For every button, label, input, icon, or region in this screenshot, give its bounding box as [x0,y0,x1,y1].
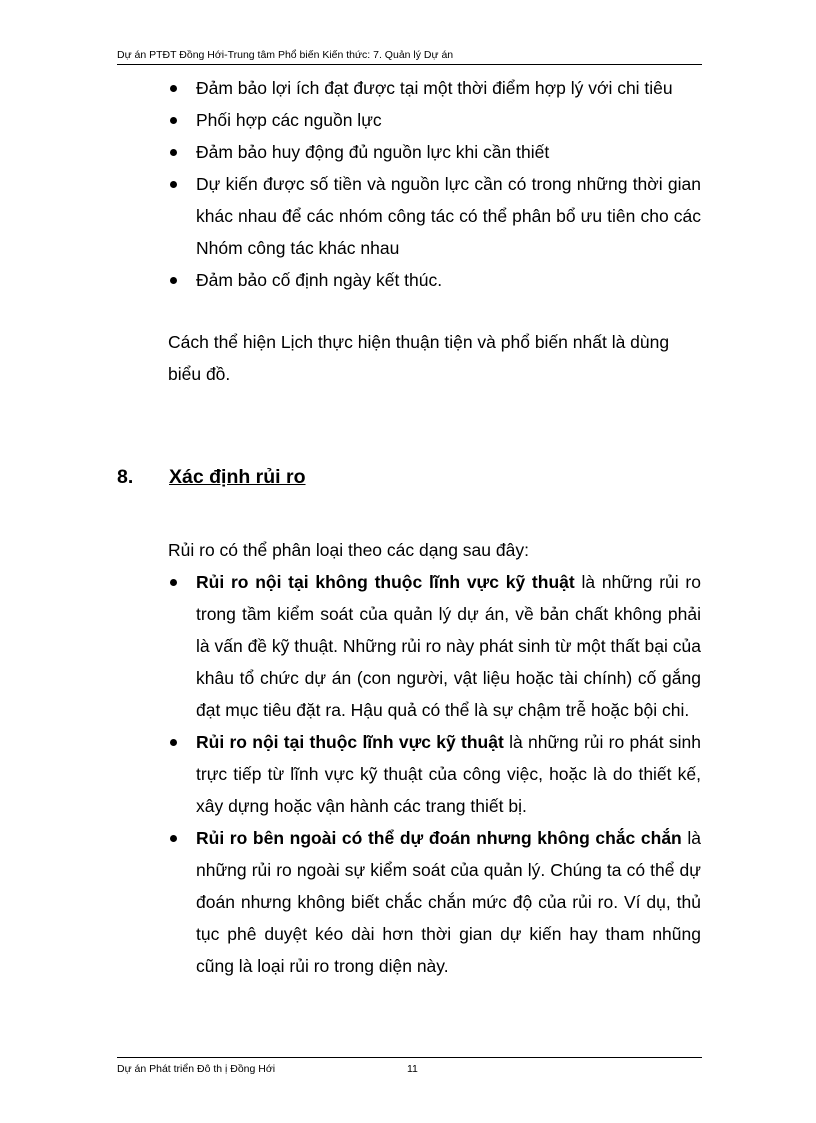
list-item: Đảm bảo lợi ích đạt được tại một thời điểm hợp lý với chi tiêu [168,72,701,104]
bullet-icon [170,85,177,92]
page-footer [117,1057,702,1075]
footer-project: Dự án Phát triển Đô th ị Đồng Hới [117,1063,276,1075]
section-title: Xác định rủi ro [169,466,306,488]
schedule-paragraph: Cách thể hiện Lịch thực hiện thuận tiện và phổ biến nhất là dùng biểu đồ. [168,332,670,384]
intro-paragraph: Rủi ro có thể phân loại theo các dạng sau đây: [168,540,529,560]
list-item: Đảm bảo huy động đủ nguồn lực khi cần thiết [168,136,701,168]
list-item: Dự kiến được số tiền và nguồn lực cần có trong những thời gian khác nhau để các nhóm công tác có thể phân bổ ưu tiên cho các Nhóm công tác khác nhau [168,168,701,264]
page-header: Dự án PTĐT Đồng Hới-Trung tâm Phổ biến Kiến thức: 7. Quản lý Dự án [117,49,702,65]
bullet-icon [170,149,177,156]
bullet-icon [170,181,177,188]
list-item: Đảm bảo cố định ngày kết thúc. [168,264,701,296]
page-number: 11 [407,1063,418,1075]
content-top [168,72,701,390]
benefit-list [168,72,701,296]
list-item: Rủi ro nội tại không thuộc lĩnh vực kỹ thuật là những rủi ro trong tầm kiểm soát của quản lý dự án, về bản chất không phải là vấn đề kỹ thuật. Những rủi ro này phát sinh từ một thất bại của khâu tổ chức dự án (con người, vật liệu hoặc tài chính) cố gắng đạt mục tiêu đặt ra. Hậu quả có thể là sự chậm trễ hoặc bội chi. [168,566,701,726]
risk-section [168,534,701,982]
section-heading [117,466,306,489]
bullet-icon [170,117,177,124]
bullet-icon [170,739,177,746]
risk-list [168,566,701,982]
list-item: Phối hợp các nguồn lực [168,104,701,136]
bullet-icon [170,835,177,842]
bullet-icon [170,277,177,284]
list-item: Rủi ro nội tại thuộc lĩnh vực kỹ thuật là những rủi ro phát sinh trực tiếp từ lĩnh vực kỹ thuật của công việc, hoặc là do thiết kế, xây dựng hoặc vận hành các trang thiết bị. [168,726,701,822]
bullet-icon [170,579,177,586]
section-number: 8. [117,466,134,488]
list-item: Rủi ro bên ngoài có thể dự đoán nhưng không chắc chắn là những rủi ro ngoài sự kiểm soát của quản lý. Chúng ta có thể dự đoán nhưng không biết chắc chắn mức độ của rủi ro. Ví dụ, thủ tục phê duyệt kéo dài hơn thời gian dự kiến hay tham nhũng cũng là loại rủi ro trong diện này. [168,822,701,982]
